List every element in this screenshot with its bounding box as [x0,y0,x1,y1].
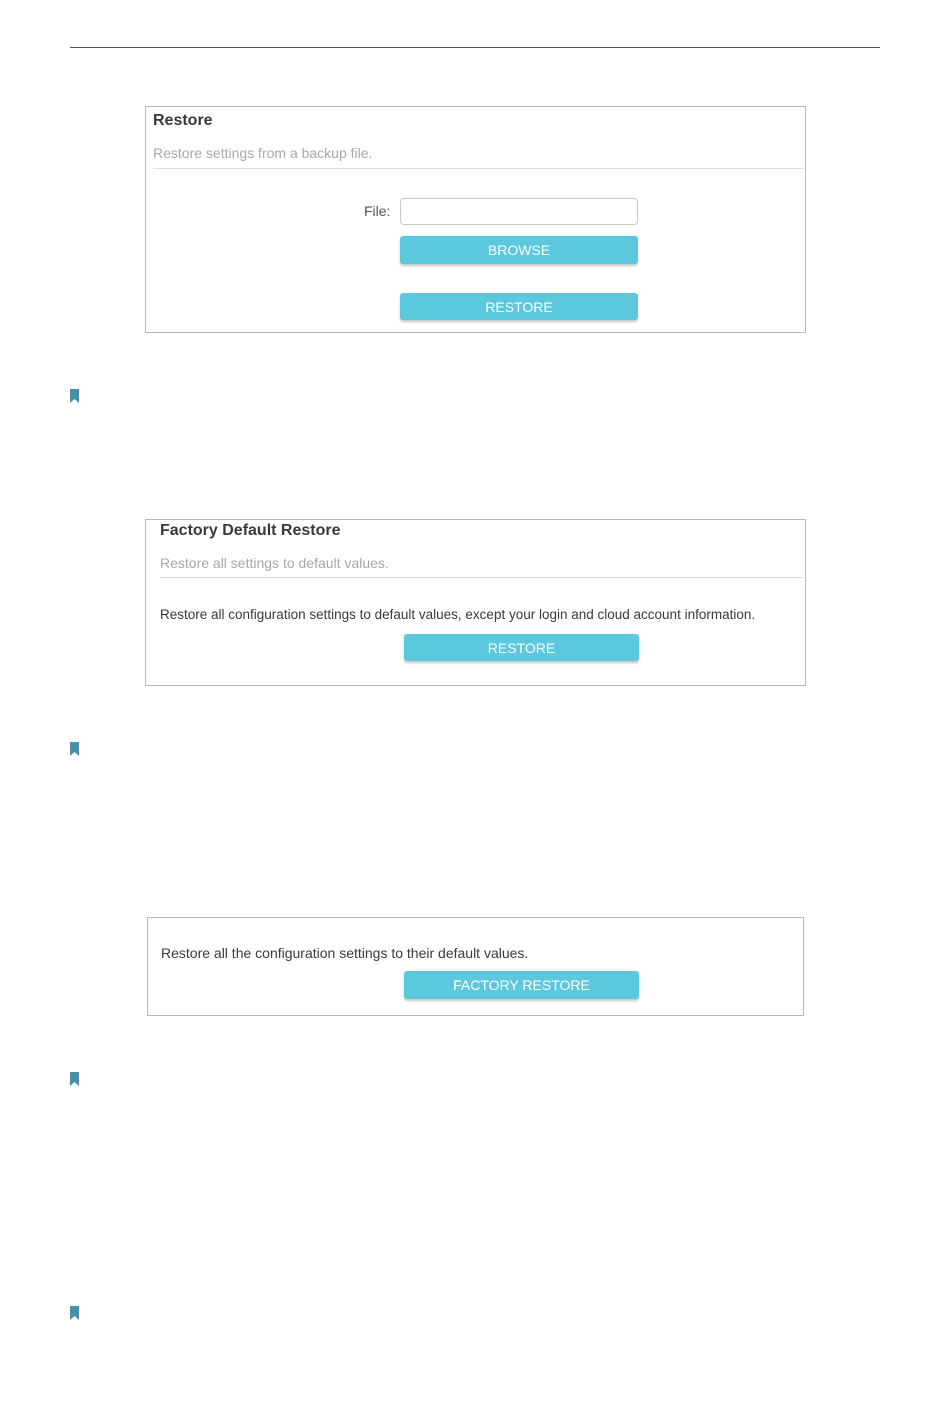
file-input[interactable] [400,198,638,225]
panel-title: Restore [153,112,213,129]
factory-default-panel [145,519,806,686]
panel-subtitle: Restore all settings to default values. [160,555,389,571]
restore-panel [145,106,806,333]
factory-restore-button[interactable]: FACTORY RESTORE [404,971,639,999]
factory-restore-button[interactable]: RESTORE [404,634,639,661]
browse-button[interactable]: BROWSE [400,236,638,264]
file-label: File: [364,203,391,219]
panel-divider [153,168,803,169]
factory-simple-description: Restore all the configuration settings to their default values. [161,945,529,961]
factory-restore-panel [147,917,804,1016]
factory-description: Restore all configuration settings to default values, except your login and cloud account information. [160,607,756,622]
bookmark-icon [70,389,79,403]
restore-button[interactable]: RESTORE [400,293,638,320]
panel-title: Factory Default Restore [160,522,341,539]
panel-subtitle: Restore settings from a backup file. [153,145,373,161]
panel-divider [160,577,803,578]
bookmark-icon [70,742,79,756]
bookmark-icon [70,1072,79,1086]
bookmark-icon [70,1306,79,1320]
header-rule [70,47,880,48]
